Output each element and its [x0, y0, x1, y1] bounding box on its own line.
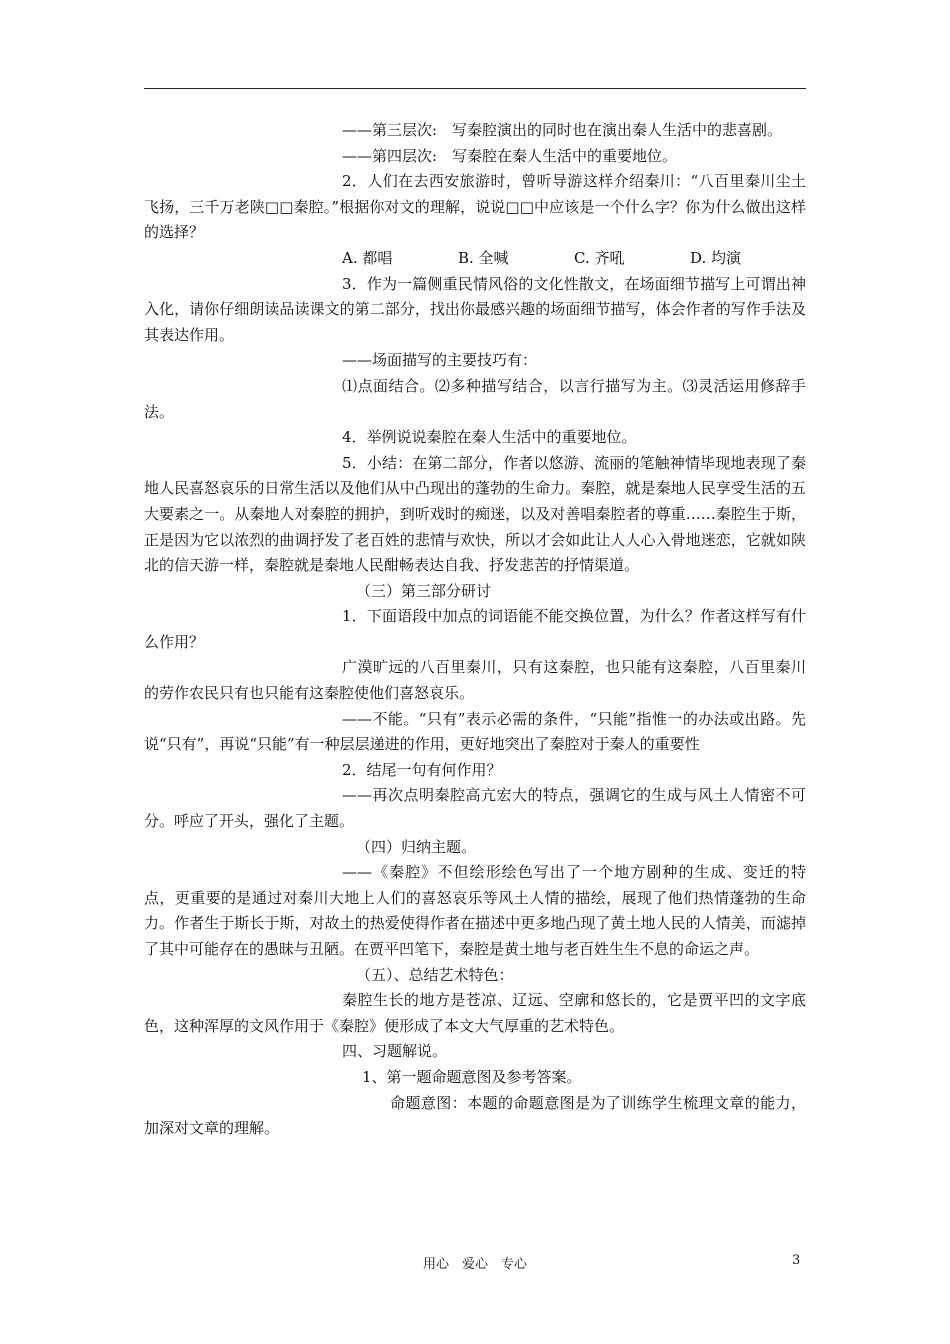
- paragraph: 2．结尾一句有何作用？: [342, 760, 502, 779]
- paragraph: ——不能。“只有”表示必需的条件，“只能”指惟一的办法或出路。先说“只有”，再说“只能”有一种层层递进的作用，更好地突出了秦腔对于秦人的重要性: [144, 709, 806, 754]
- paragraph: ——第四层次: 写秦腔在秦人生活中的重要地位。: [342, 146, 678, 165]
- summary-paragraph: 5．小结：在第二部分，作者以悠游、流丽的笔触神情毕现地表现了秦地人民喜怒哀乐的日常生活以及他们从中凸现出的蓬勃的生命力。秦腔，就是秦地人民享受生活的五大要素之一。从秦地人对秦腔的拥护，到听戏时的痴迷，以及对善唱秦腔者的尊重……秦腔生于斯，正是因为它以浓烈的曲调抒发了老百姓的悲情与欢快，所以才会如此让人人心入骨地迷恋，它就如陕北的信天游一样，秦腔就是秦地人民酣畅表达自我、抒发悲苦的抒情渠道。: [144, 453, 806, 575]
- paragraph: 1、第一题命题意图及参考答案。: [362, 1067, 582, 1086]
- option-a: A. 都唱: [342, 248, 393, 267]
- quoted-passage: 广漠旷远的八百里秦川，只有这秦腔，也只能有这秦腔，八百里秦川的劳作农民只有也只能有这秦腔使他们喜怒哀乐。: [144, 658, 806, 703]
- answer-options: [144, 246, 806, 272]
- option-d: D. 均演: [690, 248, 742, 267]
- question-3: 3．作为一篇侧重民情风俗的文化性散文，在场面细节描写上可谓出神入化，请你仔细朗读品读课文的第二部分，找出你最感兴趣的场面细节描写，体会作者的写作手法及其表达作用。: [144, 274, 806, 344]
- option-b: B. 全喊: [458, 248, 509, 267]
- header-rule: [144, 88, 806, 89]
- page-number: 3: [792, 1253, 801, 1268]
- paragraph: 秦腔生长的地方是苍凉、辽远、空廓和悠长的，它是贾平凹的文字底色，这种浑厚的文风作用于《秦腔》便形成了本文大气厚重的艺术特色。: [144, 991, 806, 1035]
- section-heading: 四、习题解说。: [342, 1042, 448, 1061]
- document-body: [144, 118, 806, 1142]
- paragraph: 命题意图：本题的命题意图是为了训练学生梳理文章的能力，加深对文章的理解。: [144, 1093, 806, 1138]
- paragraph: 1．下面语段中加点的词语能不能交换位置，为什么？作者这样写有什么作用？: [144, 607, 806, 651]
- section-heading: （四）归纳主题。: [356, 837, 477, 856]
- page-footer: [0, 1253, 950, 1273]
- paragraph: ⑴点面结合。⑵多种描写结合，以言行描写为主。⑶灵活运用修辞手法。: [144, 376, 806, 421]
- footer-slogan: 用心 爱心 专心: [422, 1257, 527, 1272]
- paragraph: ——再次点明秦腔高亢宏大的特点，强调它的生成与风土人情密不可分。呼应了开头，强化了主题。: [144, 786, 806, 831]
- option-c: C. 齐吼: [574, 248, 625, 267]
- question-4: 4．举例说说秦腔在秦人生活中的重要地位。: [342, 428, 637, 447]
- theme-paragraph: ——《秦腔》不但绘形绘色写出了一个地方剧种的生成、变迁的特点，更重要的是通过对秦川大地上人们的喜怒哀乐等风土人情的描绘，展现了他们热情蓬勃的生命力。作者生于斯长于斯，对故土的热爱使得作者在描述中更多地凸现了黄土地人民的人情美，而滤掉了其中可能存在的愚昧与丑陋。在贾平凹笔下，秦腔是黄土地与老百姓生生不息的命运之声。: [144, 863, 806, 958]
- section-heading: （五）、总结艺术特色：: [356, 965, 514, 984]
- paragraph: ——场面描写的主要技巧有：: [342, 351, 538, 370]
- question-2: 2．人们在去西安旅游时，曾听导游这样介绍秦川：“八百里秦川尘土飞扬，三千万老陕□□秦腔。”根据你对文的理解，说说□□中应该是一个什么字？你为什么做出这样的选择？: [144, 172, 806, 242]
- paragraph: ——第三层次: 写秦腔演出的同时也在演出秦人生活中的悲喜剧。: [342, 121, 783, 139]
- section-heading: （三）第三部分研讨: [356, 581, 492, 600]
